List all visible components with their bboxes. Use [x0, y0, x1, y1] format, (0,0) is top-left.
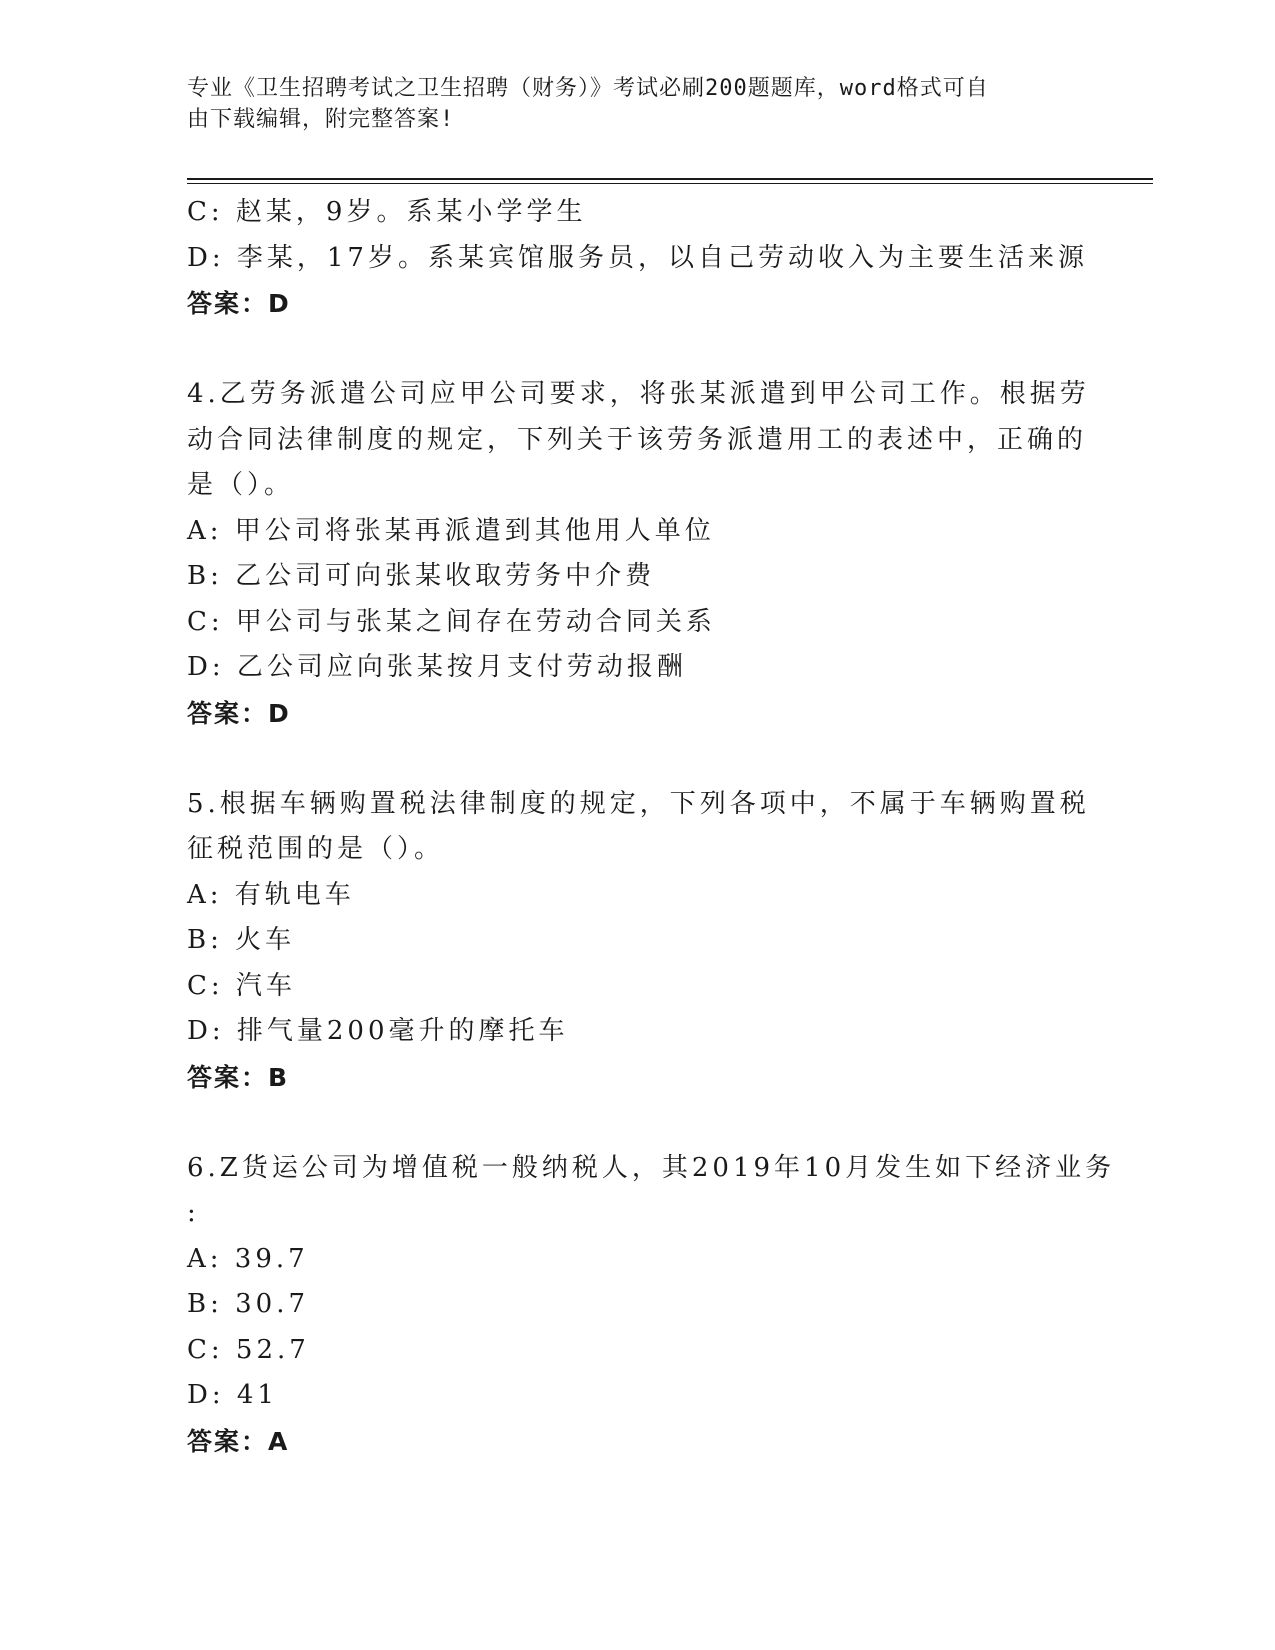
question-line: C: 汽车 — [187, 970, 296, 1001]
block-spacer — [187, 1100, 1107, 1146]
question-line: D: 排气量200毫升的摩托车 — [187, 1016, 569, 1046]
document-header — [187, 73, 1087, 135]
question-line: A: 有轨电车 — [187, 879, 355, 910]
question-block — [187, 190, 1107, 372]
answer-line: 答案：B — [187, 1062, 290, 1092]
question-line: B: 火车 — [187, 925, 296, 955]
header-line-2: 由下载编辑，附完整答案! — [187, 107, 455, 132]
question-line: 征税范围的是（）。 — [187, 834, 445, 864]
header-rule-thick — [187, 178, 1153, 180]
header-line-1: 专业《卫生招聘考试之卫生招聘（财务）》考试必刷200题题库，word格式可自 — [187, 76, 989, 101]
question-list — [187, 190, 1116, 1464]
question-line: C: 52.7 — [187, 1334, 310, 1365]
question-line: B: 30.7 — [187, 1289, 310, 1319]
question-line: D: 乙公司应向张某按月支付劳动报酬 — [187, 652, 687, 682]
answer-line: 答案：A — [187, 1426, 290, 1456]
question-line: A: 甲公司将张某再派遣到其他用人单位 — [187, 515, 715, 546]
question-line: A: 39.7 — [187, 1243, 309, 1274]
question-line: D: 41 — [187, 1380, 278, 1410]
question-line: C: 赵某，9岁。系某小学学生 — [187, 197, 587, 227]
question-line: D: 李某，17岁。系某宾馆服务员，以自己劳动收入为主要生活来源 — [187, 242, 1088, 273]
question-line: 是（）。 — [187, 470, 295, 500]
question-block — [187, 782, 1107, 1146]
block-spacer — [187, 736, 1107, 782]
question-block — [187, 372, 1107, 782]
question-line: 4.乙劳务派遣公司应甲公司要求，将张某派遣到甲公司工作。根据劳 — [187, 379, 1090, 409]
question-line: B: 乙公司可向张某收取劳务中介费 — [187, 561, 656, 591]
question-line: 6.Z货运公司为增值税一般纳税人，其2019年10月发生如下经济业务 — [187, 1152, 1116, 1183]
answer-line: 答案：D — [187, 289, 291, 318]
question-block — [187, 1146, 1116, 1465]
question-line: 动合同法律制度的规定，下列关于该劳务派遣用工的表述中，正确的 — [187, 424, 1088, 455]
question-line: : — [187, 1198, 200, 1228]
header-rule-thin — [187, 183, 1153, 184]
answer-line: 答案：D — [187, 698, 291, 728]
block-spacer — [187, 327, 1107, 373]
question-line: 5.根据车辆购置税法律制度的规定，下列各项中，不属于车辆购置税 — [187, 788, 1090, 819]
question-line: C: 甲公司与张某之间存在劳动合同关系 — [187, 606, 716, 637]
